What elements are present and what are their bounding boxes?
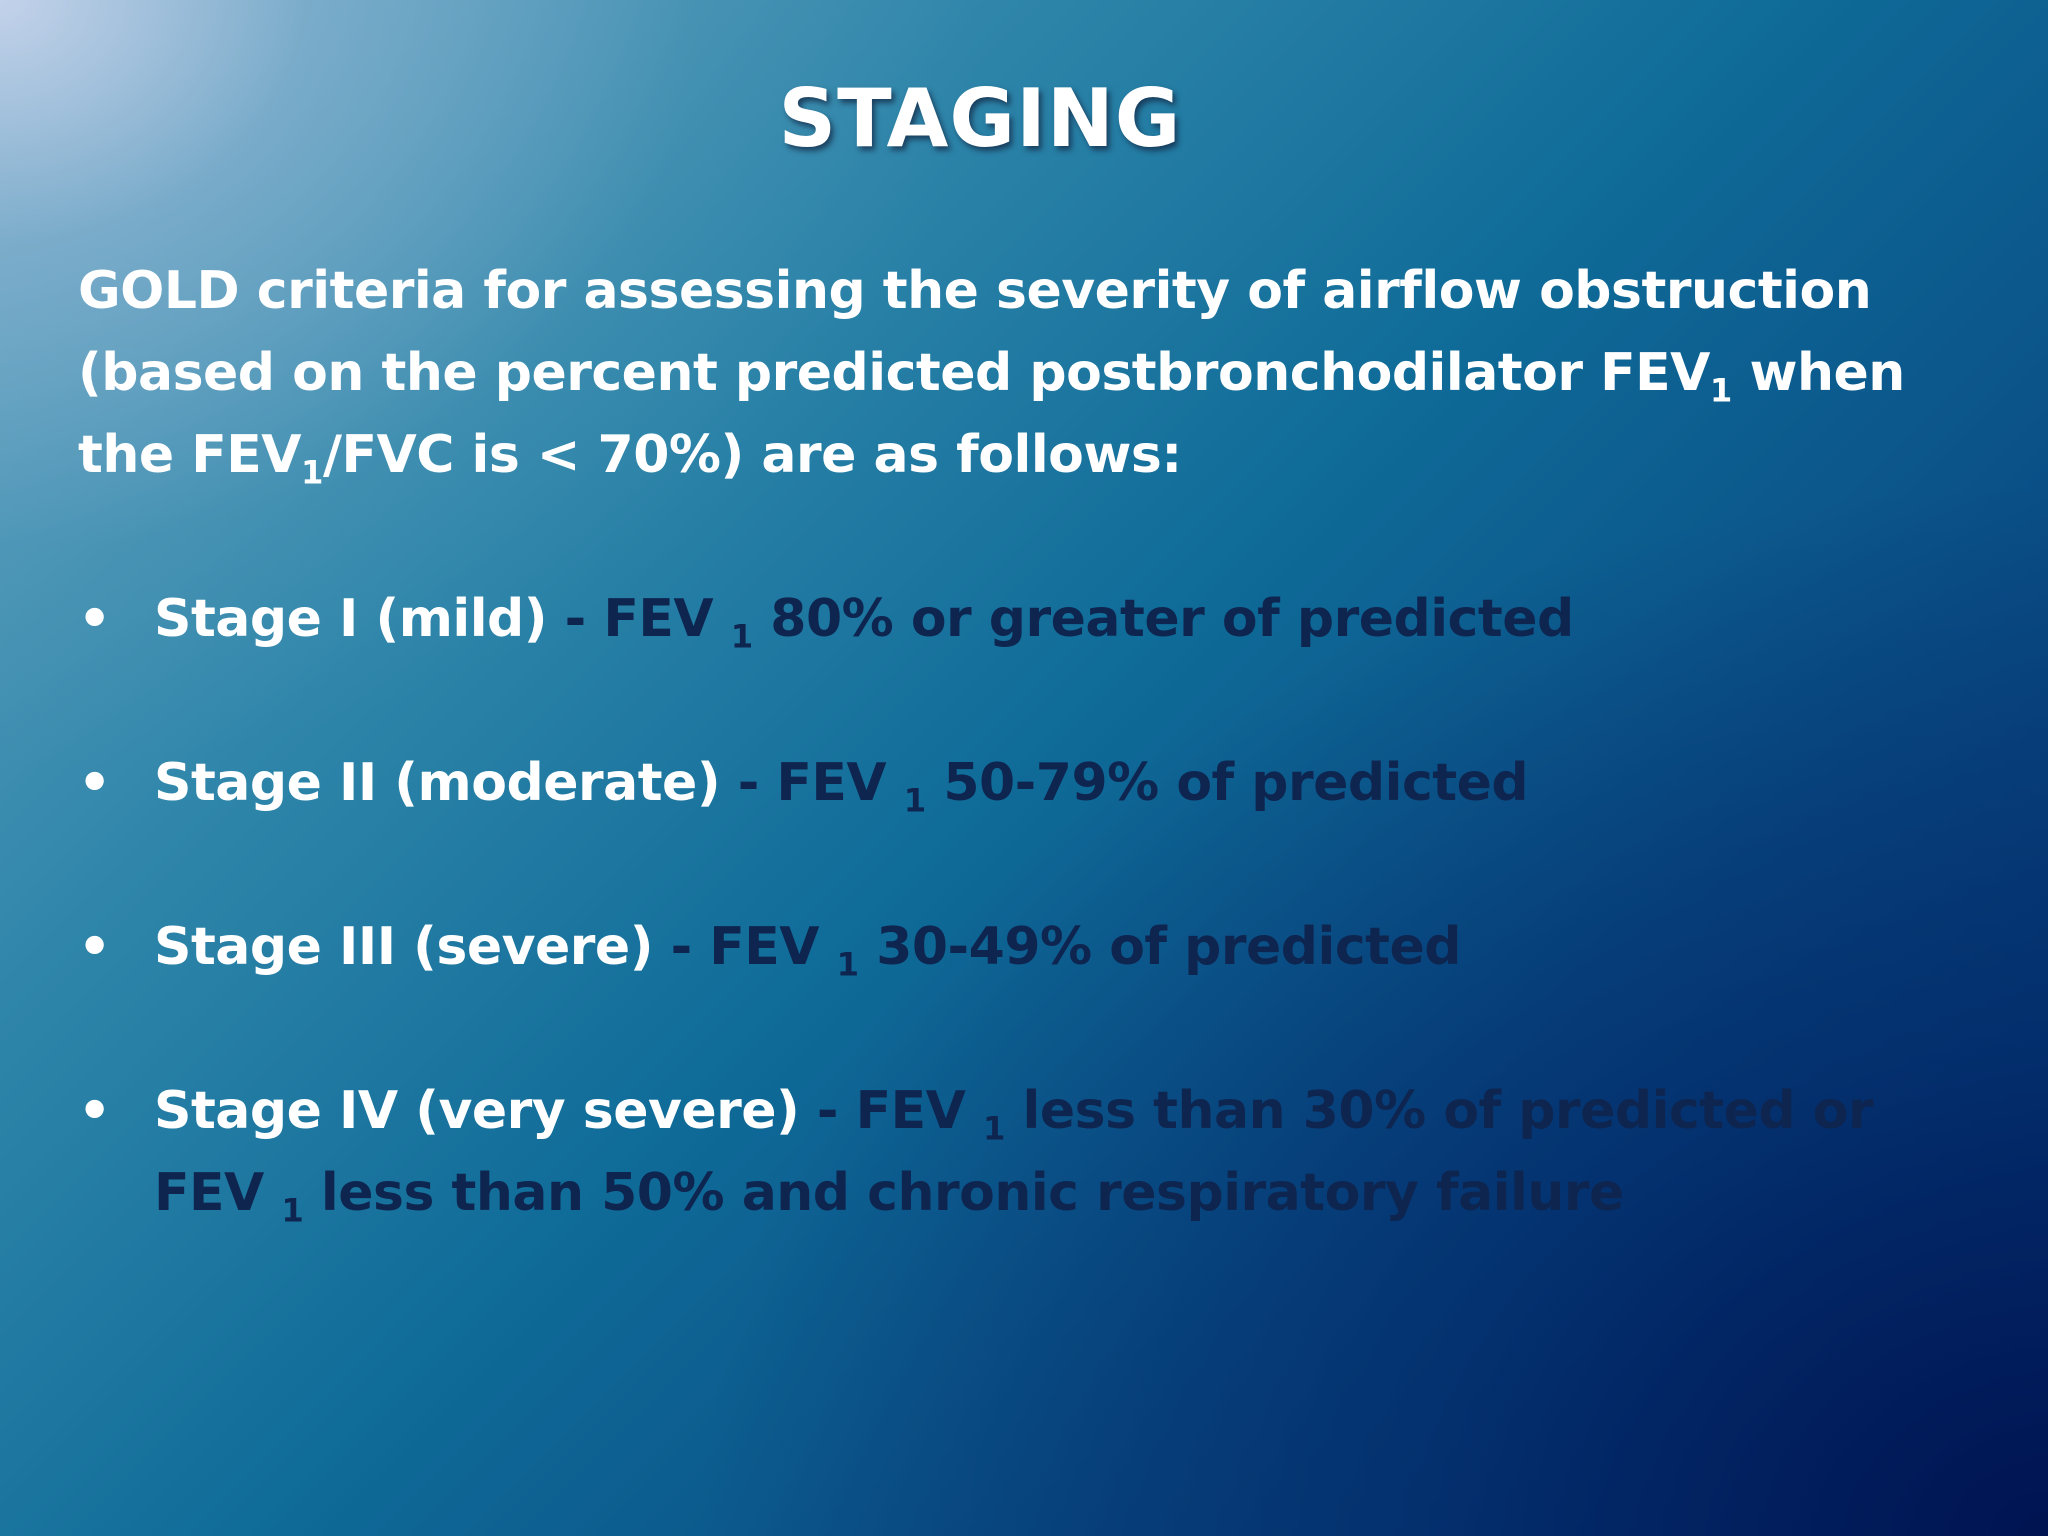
stage-item-1 [78,578,1978,660]
fev-subscript: 1 [983,1109,1005,1148]
stage-criteria [776,753,1529,820]
fev-subscript: 1 [836,945,859,984]
stage-label: Stage IV (very severe) [154,1081,800,1141]
slide-title: STAGING [778,72,1182,165]
fev-subscript: 1 [903,781,926,820]
stage-list [78,578,1978,1234]
stage-dash: - [652,917,710,977]
stage-dash: - [720,753,777,813]
fev-subscript: 1 [1709,371,1732,410]
intro-paragraph [78,250,1958,496]
stage-item-2 [78,742,1978,824]
criteria-text: less than 50% and chronic respiratory failure [303,1163,1624,1223]
criteria-text: 30-49% of predicted [858,917,1462,977]
fev-text: FEV [776,753,904,813]
stage-label: Stage I (mild) [154,589,548,649]
stage-item-3 [78,906,1978,988]
intro-line-3-text: the FEV [78,425,302,485]
stage-dash: - [799,1081,856,1141]
bullet-icon: • [78,1081,111,1141]
bullet-icon: • [78,589,111,649]
fev-subscript: 1 [730,617,753,656]
fev-subscript: 1 [301,453,323,492]
bullet-icon: • [78,753,111,813]
fev-text: FEV [855,1081,984,1141]
fev-text: FEV [709,917,837,977]
stage-label: Stage III (severe) [154,917,653,977]
stage-label: Stage II (moderate) [154,753,721,813]
stage-criteria [603,589,1574,656]
intro-line-1: GOLD criteria for assessing the severity of airflow obstruction [78,261,1872,321]
criteria-text: 80% or greater of predicted [752,589,1574,649]
bullet-icon: • [78,917,111,977]
criteria-text: 50-79% of predicted [925,753,1529,813]
intro-line-2 [78,343,1905,410]
intro-line-3 [78,425,1182,492]
fev-text: FEV [603,589,731,649]
intro-line-3-end: /FVC is < 70%) are as follows: [322,425,1182,485]
criteria-text: less than 30% of predicted or FEV [154,1081,1874,1223]
stage-item-4 [78,1070,1978,1234]
fev-subscript: 1 [281,1191,304,1230]
stage-criteria [709,917,1462,984]
intro-line-2-end: when [1731,343,1905,403]
intro-line-2-text: (based on the percent predicted postbronchodilator FEV [78,343,1710,403]
stage-dash: - [547,589,604,649]
